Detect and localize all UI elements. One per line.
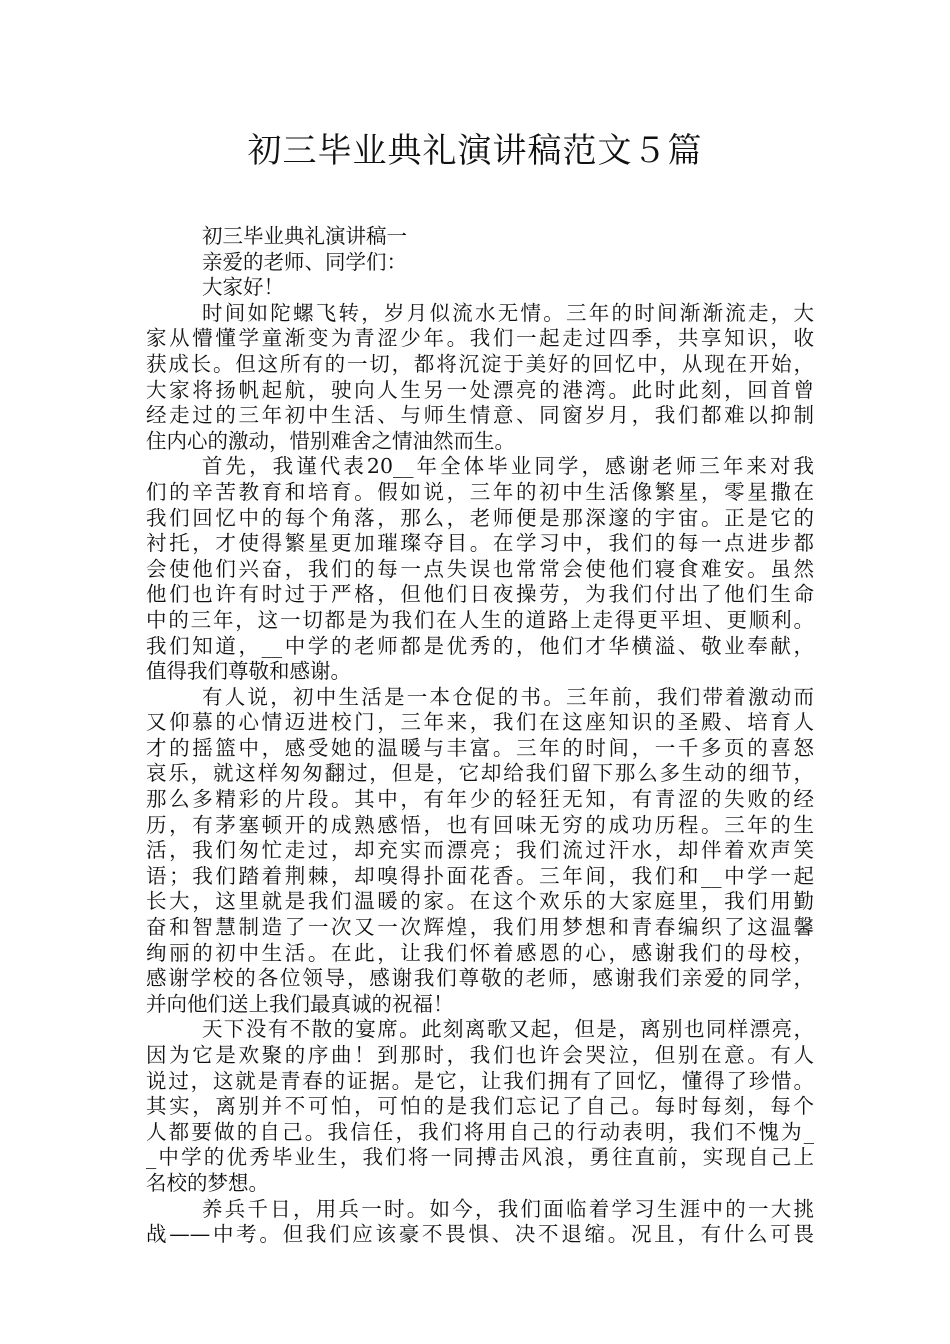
text-line: 人都要做的自己。我信任，我们将用自己的行动表明，我们不愧为_ — [146, 1119, 814, 1144]
text-line: 感谢学校的各位领导，感谢我们尊敬的老师，感谢我们亲爱的同学， — [146, 966, 814, 991]
text-line: 并向他们送上我们最真诚的祝福！ — [146, 991, 454, 1016]
text-line: 家从懵懂学童渐变为青涩少年。我们一起走过四季，共享知识，收 — [146, 326, 814, 351]
text-line: 奋和智慧制造了一次又一次辉煌，我们用梦想和青春编织了这温馨 — [146, 915, 814, 940]
text-line: 们的辛苦教育和培育。假如说，三年的初中生活像繁星，零星撒在 — [146, 479, 814, 504]
text-line: 住内心的激动，惜别难舍之情油然而生。 — [146, 428, 515, 453]
text-line: _中学的优秀毕业生，我们将一同搏击风浪，勇往直前，实现自己上 — [146, 1145, 814, 1170]
text-line: 天下没有不散的宴席。此刻离歌又起，但是，离别也同样漂亮， — [202, 1017, 814, 1042]
document-body — [146, 224, 814, 1248]
text-line: 首先，我谨代表20__年全体毕业同学，感谢老师三年来对我 — [202, 454, 814, 479]
text-line: 战——中考。但我们应该豪不畏惧、决不退缩。况且，有什么可畏 — [146, 1222, 814, 1247]
text-line: 衬托，才使得繁星更加璀璨夺目。在学习中，我们的每一点进步都 — [146, 531, 814, 556]
text-line: 名校的梦想。 — [146, 1170, 269, 1195]
text-line: 初三毕业典礼演讲稿一 — [202, 224, 407, 248]
text-line: 大家好！ — [202, 275, 284, 300]
text-line: 大家将扬帆起航，驶向人生另一处漂亮的港湾。此时此刻，回首曾 — [146, 377, 814, 402]
text-line: 经走过的三年初中生活、与师生情意、同窗岁月，我们都难以抑制 — [146, 403, 814, 428]
document-title: 初三毕业典礼演讲稿范文５篇 — [247, 131, 703, 171]
text-line: 哀乐，就这样匆匆翻过，但是，它却给我们留下那么多生动的细节， — [146, 761, 814, 786]
text-line: 时间如陀螺飞转，岁月似流水无情。三年的时间渐渐流走，大 — [202, 300, 814, 325]
text-line: 才的摇篮中，感受她的温暖与丰富。三年的时间，一千多页的喜怒 — [146, 735, 814, 760]
text-line: 值得我们尊敬和感谢。 — [146, 659, 351, 684]
text-line: 我们回忆中的每个角落，那么，老师便是那深邃的宇宙。正是它的 — [146, 505, 814, 530]
text-line: 那么多精彩的片段。其中，有年少的轻狂无知，有青涩的失败的经 — [146, 787, 814, 812]
text-line: 历，有茅塞顿开的成熟感悟，也有回味无穷的成功历程。三年的生 — [146, 812, 814, 837]
text-line: 长大，这里就是我们温暖的家。在这个欢乐的大家庭里，我们用勤 — [146, 889, 814, 914]
text-line: 语；我们踏着荆棘，却嗅得扑面花香。三年间，我们和__中学一起 — [146, 863, 814, 888]
text-line: 亲爱的老师、同学们： — [202, 249, 407, 274]
text-line: 有人说，初中生活是一本仓促的书。三年前，我们带着激动而 — [202, 684, 814, 709]
text-line: 中的三年，这一切都是为我们在人生的道路上走得更平坦、更顺利。 — [146, 607, 814, 632]
text-line: 活，我们匆忙走过，却充实而漂亮；我们流过汗水，却伴着欢声笑 — [146, 838, 814, 863]
text-line: 养兵千日，用兵一时。如今，我们面临着学习生涯中的一大挑 — [202, 1196, 814, 1221]
text-line: 获成长。但这所有的一切，都将沉淀于美好的回忆中，从现在开始， — [146, 351, 814, 376]
text-line: 会使他们兴奋，我们的每一点失误也常常会使他们寝食难安。虽然 — [146, 556, 814, 581]
text-line: 绚丽的初中生活。在此，让我们怀着感恩的心，感谢我们的母校， — [146, 940, 814, 965]
text-line: 因为它是欢聚的序曲！到那时，我们也许会哭泣，但别在意。有人 — [146, 1043, 814, 1067]
text-line: 说过，这就是青春的证据。是它，让我们拥有了回忆，懂得了珍惜。 — [146, 1068, 814, 1093]
text-line: 他们也许有时过于严格，但他们日夜操劳，为我们付出了他们生命 — [146, 582, 814, 607]
text-line: 其实，离别并不可怕，可怕的是我们忘记了自己。每时每刻，每个 — [146, 1094, 814, 1119]
text-line: 又仰慕的心情迈进校门，三年来，我们在这座知识的圣殿、培育人 — [146, 710, 814, 735]
text-line: 我们知道，__中学的老师都是优秀的，他们才华横溢、敬业奉献， — [146, 633, 814, 658]
